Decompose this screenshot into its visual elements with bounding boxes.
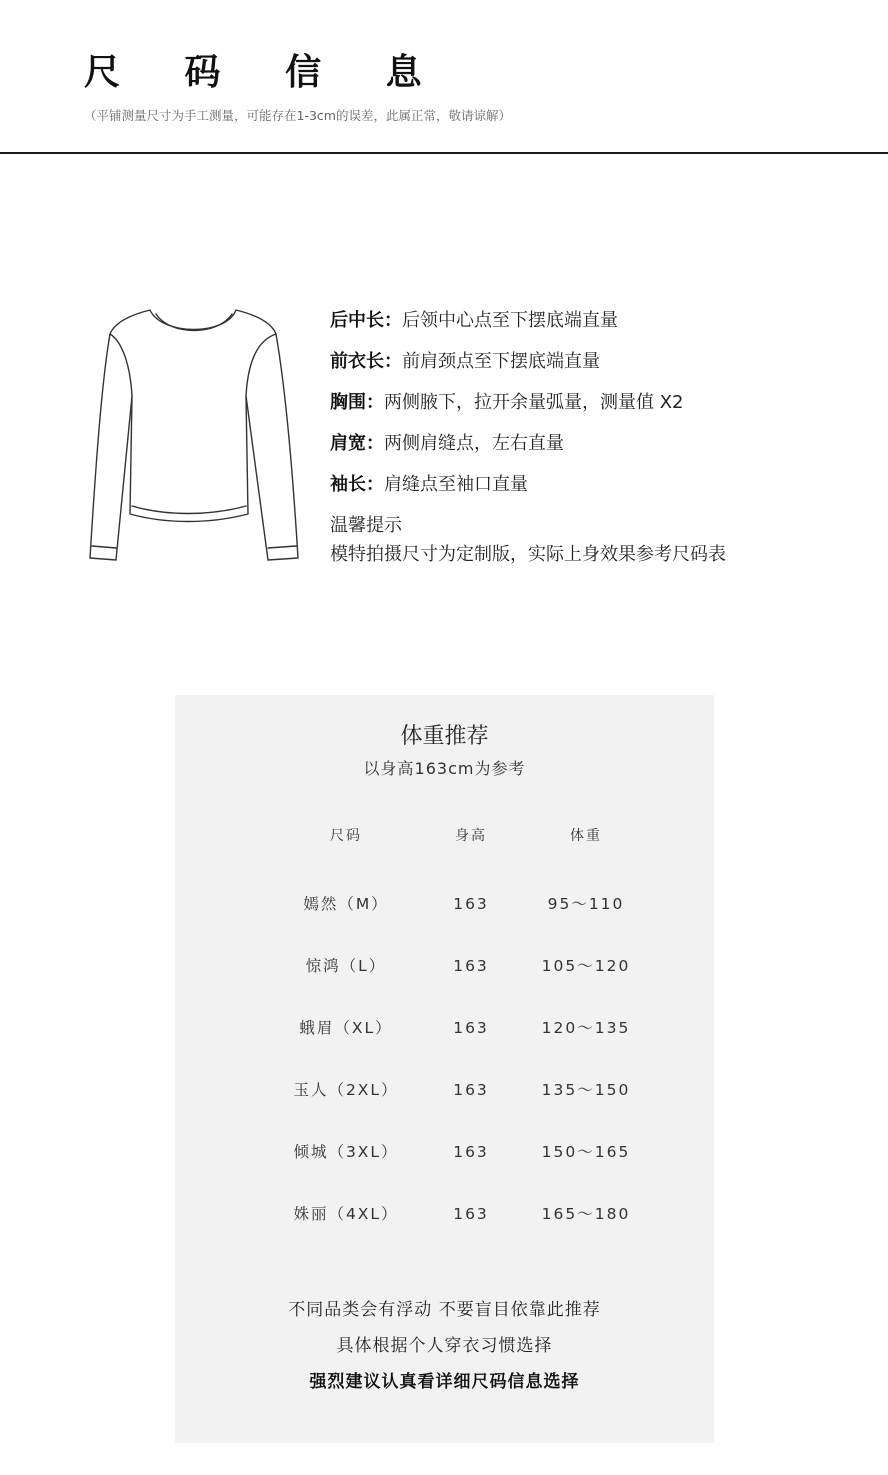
header-height: 身高 [455,828,487,844]
measure-bust: 胸围：两侧腋下，拉开余量弧量，测量值 X2 [330,392,684,413]
tip-title: 温馨提示 [330,515,402,536]
note-emphasis: 强烈建议认真看详细尺码信息选择 [309,1372,580,1392]
table-row: 蛾眉（XL） 163 120～135 [299,1019,631,1037]
table-row: 姝丽（4XL） 163 165～180 [293,1205,631,1223]
page-title: 尺 码 信 息 [84,52,448,93]
header-divider [0,152,888,154]
measurement-definitions [330,306,870,511]
measurement-disclaimer: （平铺测量尺寸为手工测量，可能存在1-3cm的误差，此属正常，敬请谅解） [84,108,511,123]
long-sleeve-shirt-icon [86,300,302,568]
tip-text: 模特拍摄尺寸为定制版，实际上身效果参考尺码表 [330,544,726,565]
note-habits: 具体根据个人穿衣习惯选择 [336,1336,553,1356]
warm-tip [330,511,726,569]
table-row: 倾城（3XL） 163 150～165 [293,1143,631,1161]
weight-recommendation-panel [175,695,714,1443]
measure-front-length: 前衣长：前肩颈点至下摆底端直量 [330,351,600,372]
header-size: 尺码 [330,828,362,844]
panel-title: 体重推荐 [400,724,489,749]
measure-back-length: 后中长：后领中心点至下摆底端直量 [330,310,618,331]
measure-shoulder: 肩宽：两侧肩缝点，左右直量 [330,433,564,454]
note-fluctuation: 不同品类会有浮动 不要盲目依靠此推荐 [288,1300,601,1320]
table-row: 嫣然（M） 163 95～110 [303,895,625,913]
panel-subtitle: 以身高163cm为参考 [363,759,526,778]
header-weight: 体重 [570,828,602,844]
table-row: 惊鸿（L） 163 105～120 [305,957,631,975]
table-row: 玉人（2XL） 163 135～150 [293,1081,631,1099]
measure-sleeve: 袖长：肩缝点至袖口直量 [330,474,528,495]
